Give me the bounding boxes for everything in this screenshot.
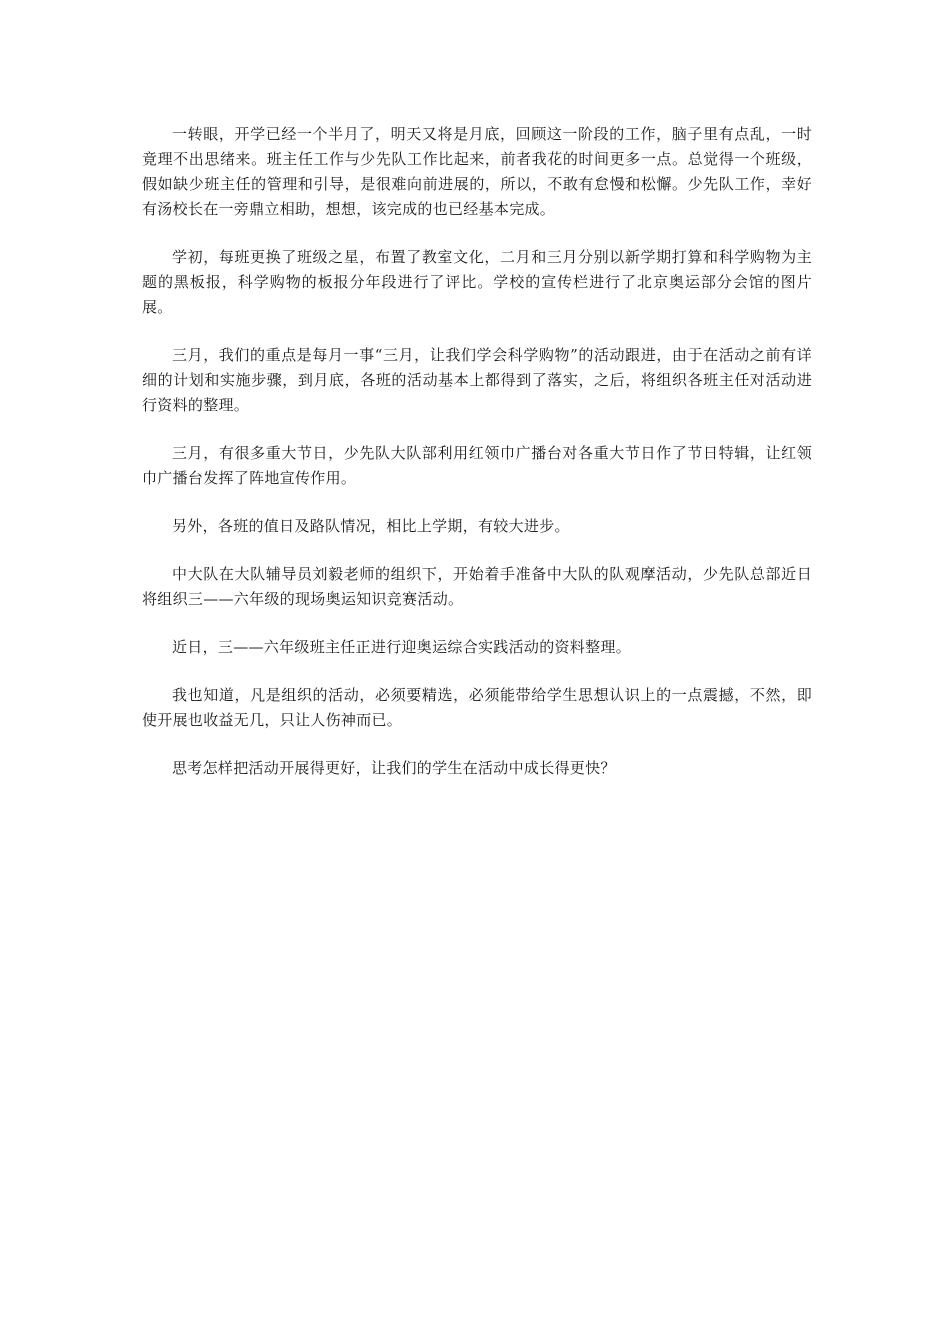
document-body xyxy=(142,122,812,804)
paragraph-9: 思考怎样把活动开展得更好，让我们的学生在活动中成长得更快？ xyxy=(172,759,616,777)
paragraph-1: 一转眼，开学已经一个半月了，明天又将是月底，回顾这一阶段的工作，脑子里有点乱，一时竟理不出思绪来。班主任工作与少先队工作比起来，前者我花的时间更多一点。总觉得一个班级，假如缺少班主任的管理和引导，是很难向前进展的，所以，不敢有怠慢和松懈。少先队工作，幸好有汤校长在一旁鼎立相助，想想，该完成的也已经基本完成。 xyxy=(142,125,812,218)
paragraph-2: 学初，每班更换了班级之星，布置了教室文化，二月和三月分别以新学期打算和科学购物为主题的黑板报，科学购物的板报分年段进行了评比。学校的宣传栏进行了北京奥运部分会馆的图片展。 xyxy=(142,248,812,316)
paragraph-7: 近日，三——六年级班主任正进行迎奥运综合实践活动的资料整理。 xyxy=(172,638,632,656)
paragraph-8: 我也知道，凡是组织的活动，必须要精选，必须能带给学生思想认识上的一点震撼，不然，即使开展也收益无几，只让人伤神而已。 xyxy=(142,686,812,729)
paragraph-6: 中大队在大队辅导员刘毅老师的组织下，开始着手准备中大队的队观摩活动，少先队总部近日将组织三——六年级的现场奥运知识竞赛活动。 xyxy=(142,565,812,608)
paragraph-3: 三月，我们的重点是每月一事“三月，让我们学会科学购物”的活动跟进，由于在活动之前有详细的计划和实施步骤，到月底，各班的活动基本上都得到了落实，之后，将组织各班主任对活动进行资料的整理。 xyxy=(142,346,812,414)
paragraph-4: 三月，有很多重大节日，少先队大队部利用红领巾广播台对各重大节日作了节日特辑，让红领巾广播台发挥了阵地宣传作用。 xyxy=(142,444,812,487)
paragraph-5: 另外，各班的值日及路队情况，相比上学期，有较大进步。 xyxy=(172,517,570,535)
